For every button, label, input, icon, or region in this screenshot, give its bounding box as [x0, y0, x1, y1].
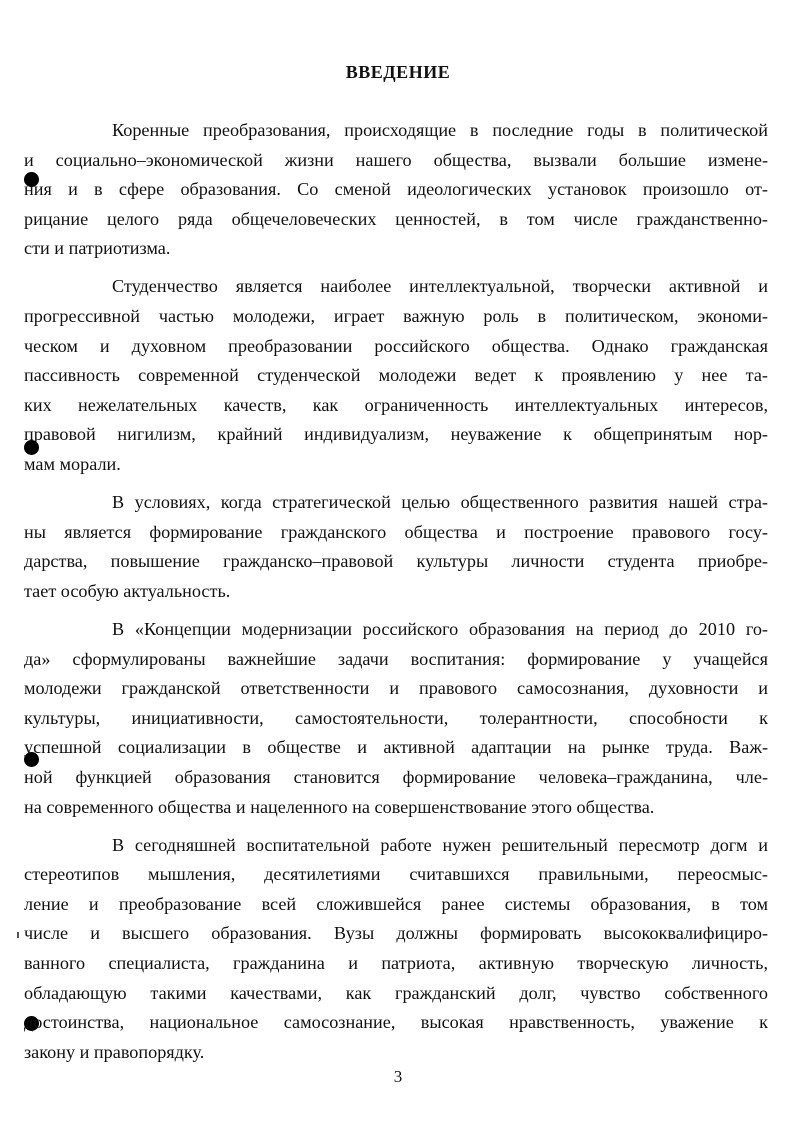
text-line: прогрессивной частью молодежи, играет важную роль в политическом, экономи- [24, 306, 768, 327]
text-line: культуры, инициативности, самостоятельности, толерантности, способности к [24, 707, 768, 728]
paragraph-4 [24, 615, 768, 822]
text-line: дарства, повышение гражданско–правовой культуры личности студента приобре- [24, 551, 768, 572]
text-line: молодежи гражданской ответственности и правового самосознания, духовности и [24, 678, 768, 699]
scan-speck [17, 932, 19, 938]
text-line: пассивность современной студенческой молодежи ведет к проявлению у нее та- [24, 365, 768, 386]
text-line: ванного специалиста, гражданина и патриота, активную творческую личность, [24, 953, 768, 974]
text-line: В сегодняшней воспитательной работе нужен решительный пересмотр догм и [112, 834, 768, 855]
text-line: Коренные преобразования, происходящие в последние годы в политической [112, 120, 768, 140]
text-line: ческом и духовном преобразовании российского общества. Однако гражданская [24, 335, 768, 356]
text-line: успешной социализации в обществе и активной адаптации на рынке труда. Важ- [24, 737, 768, 758]
text-line: тает особую актуальность. [24, 580, 231, 601]
paragraph-3 [24, 488, 768, 606]
text-line: ния и в сфере образования. Со сменой идеологических установок произошло от- [24, 179, 768, 200]
text-line: ление и преобразование всей сложившейся ранее системы образования, в том [24, 893, 768, 914]
text-line: достоинства, национальное самосознание, высокая нравственность, уважение к [24, 1012, 768, 1033]
text-line: на современного общества и нацеленного на совершенствование этого общества. [24, 796, 655, 817]
text-line: В условиях, когда стратегической целью общественного развития нашей стра- [112, 492, 768, 513]
text-line: обладающую такими качествами, как гражданский долг, чувство собственного [24, 982, 768, 1003]
paragraph-5 [24, 831, 768, 1068]
text-line: сти и патриотизма. [24, 238, 171, 259]
text-line: числе и высшего образования. Вузы должны формировать высококвалифициро- [24, 923, 768, 944]
text-line: и социально–экономической жизни нашего общества, вызвали большие измене- [24, 149, 768, 170]
text-line: ны является формирование гражданского общества и построение правового госу- [24, 521, 768, 542]
text-line: В «Концепции модернизации российского образования на период до 2010 го- [112, 619, 768, 639]
paragraph-1 [24, 116, 768, 264]
text-line: стереотипов мышления, десятилетиями считавшихся правильными, переосмыс- [24, 864, 768, 885]
text-line: Студенчество является наиболее интеллектуальной, творчески активной и [112, 276, 768, 297]
page-number: 3 [393, 1067, 403, 1086]
text-line: правовой нигилизм, крайний индивидуализм, неуважение к общепринятым нор- [24, 424, 768, 445]
text-line: ной функцией образования становится формирование человека–гражданина, чле- [24, 766, 768, 787]
page-title: ВВЕДЕНИЕ [345, 62, 451, 82]
body-text [24, 116, 768, 1076]
text-line: ких нежелательных качеств, как ограниченность интеллектуальных интересов, [24, 394, 768, 415]
paragraph-2 [24, 272, 768, 479]
text-line: рицание целого ряда общечеловеческих ценностей, в том числе гражданственно- [24, 208, 768, 229]
text-line: закону и правопорядку. [24, 1041, 205, 1062]
text-line: да» сформулированы важнейшие задачи воспитания: формирование у учащейся [24, 648, 768, 669]
text-line: мам морали. [24, 454, 121, 475]
